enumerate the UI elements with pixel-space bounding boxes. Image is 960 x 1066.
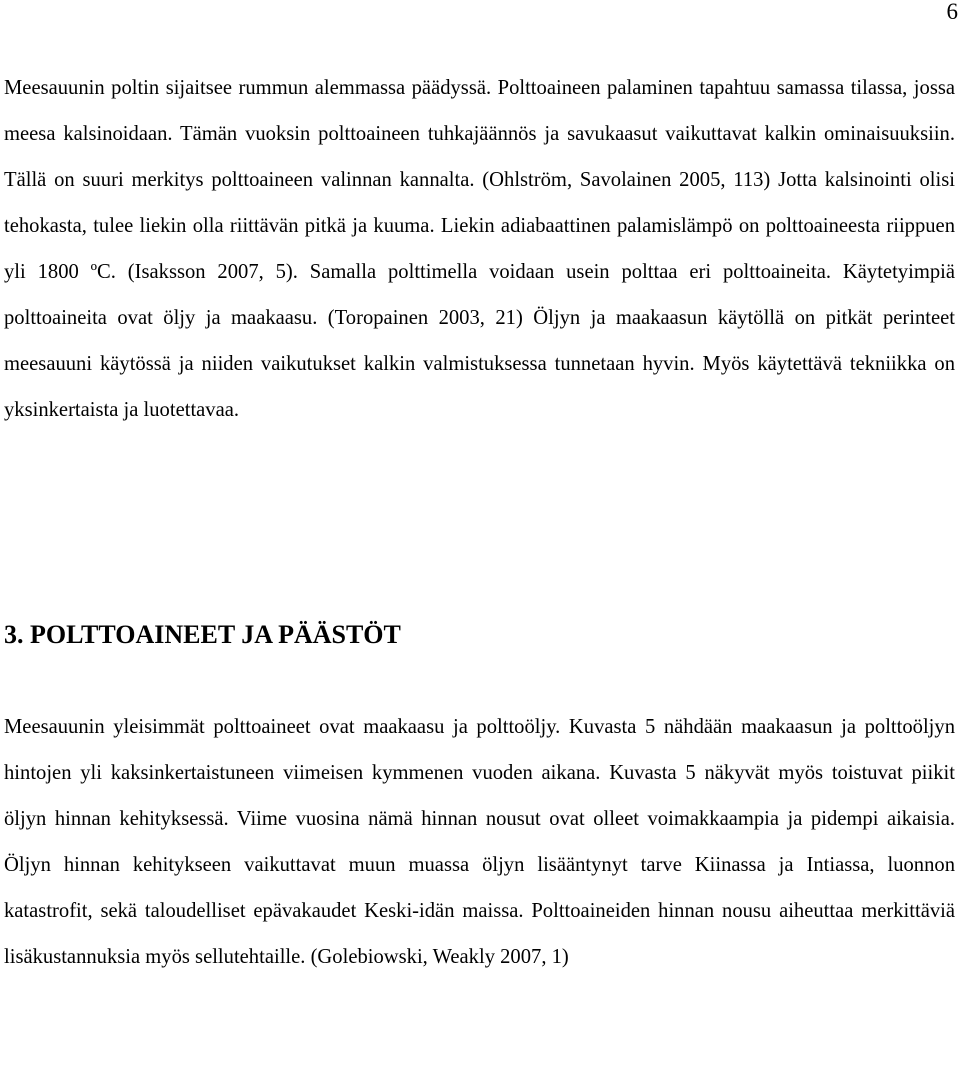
body-paragraph-1: Meesauunin poltin sijaitsee rummun alemmassa päädyssä. Polttoaineen palaminen tapahtuu samassa tilassa, jossa meesa kalsinoidaan. Tämän vuoksin polttoaineen tuhkajäännös ja savukaasut vaikuttavat kalkin ominaisuuksiin. Tällä on suuri merkitys polttoaineen valinnan kannalta. (Ohlström, Savolainen 2005, 113) Jotta kalsinointi olisi tehokasta, tulee liekin olla riittävän pitkä ja kuuma. Liekin adiabaattinen palamislämpö on polttoaineesta riippuen yli 1800 ºC. (Isaksson 2007, 5). Samalla polttimella voidaan usein polttaa eri polttoaineita. Käytetyimpiä polttoaineita ovat öljy ja maakaasu. (Toropainen 2003, 21) Öljyn ja maakaasun käytöllä on pitkät perinteet meesauuni käytössä ja niiden vaikutukset kalkin valmistuksessa tunnetaan hyvin. Myös käytettävä tekniikka on yksinkertaista ja luotettavaa. [4,77,955,421]
section-heading: 3. POLTTOAINEET JA PÄÄSTÖT [4,620,401,649]
body-paragraph-2: Meesauunin yleisimmät polttoaineet ovat maakaasu ja polttoöljy. Kuvasta 5 nähdään maakaasun ja polttoöljyn hintojen yli kaksinkertaistuneen viimeisen kymmenen vuoden aikana. Kuvasta 5 näkyvät myös toistuvat piikit öljyn hinnan kehityksessä. Viime vuosina nämä hinnan nousut ovat olleet voimakkaampia ja pidempi aikaisia. Öljyn hinnan kehitykseen vaikuttavat muun muassa öljyn lisääntynyt tarve Kiinassa ja Intiassa, luonnon katastrofit, sekä taloudelliset epävakaudet Keski-idän maissa. Polttoaineiden hinnan nousu aiheuttaa merkittäviä lisäkustannuksia myös sellutehtaille. (Golebiowski, Weakly 2007, 1) [4,716,955,968]
page-number: 6 [946,0,958,24]
